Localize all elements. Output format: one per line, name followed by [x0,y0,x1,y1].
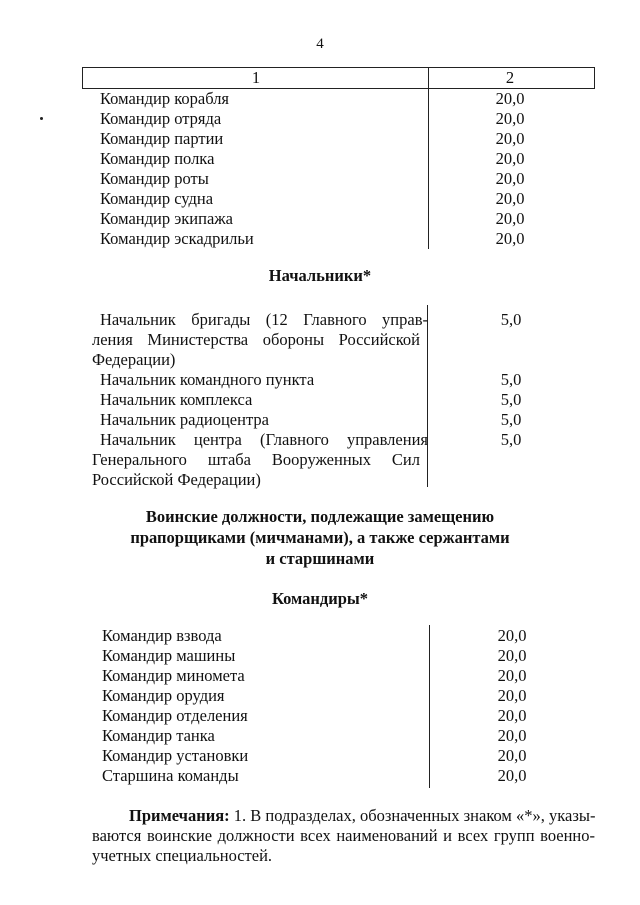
column-header-1: 1 [251,68,261,87]
page-number: 4 [316,36,324,52]
sergeant-position-value: 20,0 [497,686,527,705]
sergeant-position-value: 20,0 [497,766,527,785]
officer-position-value: 20,0 [495,149,525,168]
chief-position-value: 5,0 [500,310,522,329]
sergeant-position-value: 20,0 [497,646,527,665]
chief-position-line: Федерации) [92,350,176,369]
officer-position-name: Командир корабля [100,89,230,108]
sergeant-position-value: 20,0 [497,746,527,765]
officer-position-value: 20,0 [495,109,525,128]
notes-line-1 [129,806,595,826]
table-right-rule [594,67,595,89]
chief-position-line: ления Министерства обороны Российской [92,330,420,349]
sergeant-position-name: Командир танка [102,726,215,745]
column-header-2: 2 [505,68,515,87]
officer-position-name: Командир экипажа [100,209,234,228]
officer-position-name: Командир судна [100,189,214,208]
sergeant-position-name: Командир установки [102,746,249,765]
officer-position-value: 20,0 [495,189,525,208]
chief-position-line: Начальник центра (Главного управления [100,430,428,449]
chief-position-line: Начальник бригады (12 Главного управ- [100,310,428,329]
officer-position-value: 20,0 [495,229,525,248]
officer-position-value: 20,0 [495,89,525,108]
sergeants-column-divider [429,625,430,788]
commanders-heading: Командиры* [271,589,369,608]
chief-position-value: 5,0 [500,410,522,429]
sergeant-position-value: 20,0 [497,626,527,645]
officer-position-name: Командир роты [100,169,209,188]
chief-position-line: Российской Федерации) [92,470,261,489]
sergeant-position-name: Командир взвода [102,626,222,645]
chiefs-column-divider [427,305,428,487]
notes-line-3: учетных специальностей. [92,846,273,865]
section-heading-line-2: прапорщиками (мичманами), а также сержантами [130,528,510,547]
section-heading-line-3: и старшинами [265,549,375,568]
sergeant-position-name: Старшина команды [102,766,239,785]
officer-position-value: 20,0 [495,169,525,188]
chief-position-line: Генерального штаба Вооруженных Сил [92,450,420,469]
sergeant-position-value: 20,0 [497,706,527,725]
officer-position-value: 20,0 [495,129,525,148]
notes-label: Примечания: [129,806,230,825]
scan-speck [40,117,43,120]
officer-position-value: 20,0 [495,209,525,228]
chief-position-line: Начальник комплекса [100,390,253,409]
section-heading-line-1: Воинские должности, подлежащие замещению [145,507,495,526]
table-column-divider [428,67,429,249]
sergeant-position-name: Командир отделения [102,706,248,725]
sergeant-position-name: Командир миномета [102,666,245,685]
officer-position-name: Командир эскадрильи [100,229,254,248]
sergeant-position-name: Командир орудия [102,686,225,705]
sergeant-position-value: 20,0 [497,726,527,745]
sergeant-position-name: Командир машины [102,646,236,665]
chief-position-line: Начальник командного пункта [100,370,315,389]
chief-position-value: 5,0 [500,370,522,389]
chiefs-heading: Начальники* [268,266,372,285]
chief-position-value: 5,0 [500,430,522,449]
officer-position-name: Командир партии [100,129,224,148]
officer-position-name: Командир полка [100,149,215,168]
officer-position-name: Командир отряда [100,109,222,128]
chief-position-value: 5,0 [500,390,522,409]
sergeant-position-value: 20,0 [497,666,527,685]
table-left-rule [82,67,83,89]
notes-text-1: 1. В подразделах, обозначенных знаком «*», указы- [229,806,596,825]
chief-position-line: Начальник радиоцентра [100,410,269,429]
notes-line-2: ваются воинские должности всех наименований и всех групп военно- [92,826,595,845]
